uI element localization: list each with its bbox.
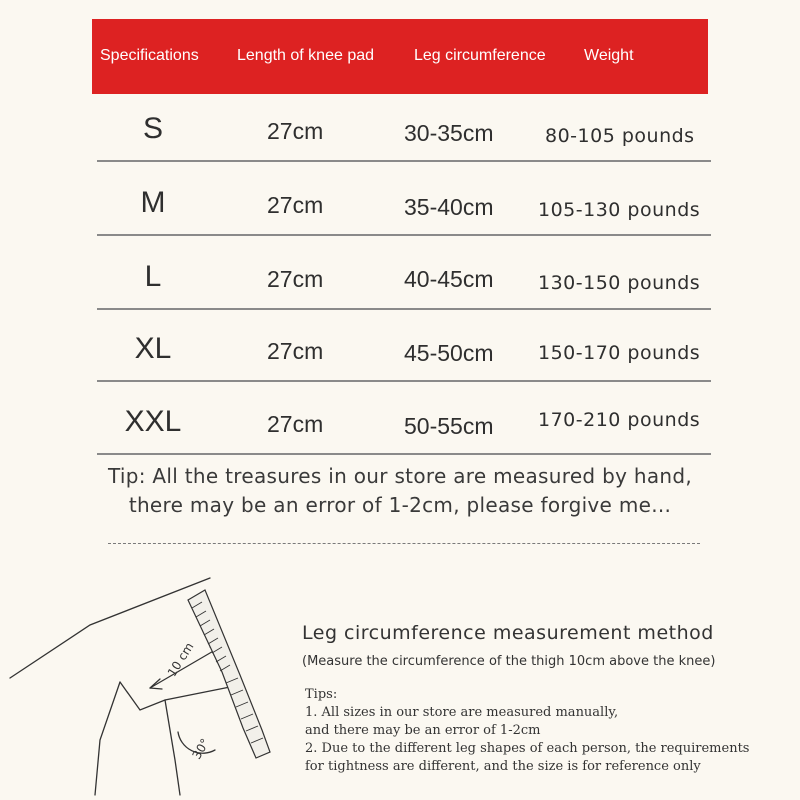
method-tips <box>305 686 749 776</box>
angle-label: 30° <box>189 736 213 762</box>
table-row <box>97 166 711 236</box>
length-cell: 27cm <box>267 266 324 292</box>
length-cell: 27cm <box>267 338 324 364</box>
shin-back-outline <box>165 700 180 795</box>
dashed-divider <box>108 543 700 544</box>
length-cell: 27cm <box>267 192 324 218</box>
method-title: Leg circumference measurement method <box>302 622 714 644</box>
circumference-cell: 30-35cm <box>404 120 494 146</box>
weight-cell: 170-210 pounds <box>538 409 701 431</box>
tips-line: for tightness are different, and the size is for reference only <box>305 759 701 774</box>
table-row <box>97 240 711 310</box>
row-divider <box>97 234 711 236</box>
row-divider <box>97 160 711 162</box>
row-divider <box>97 380 711 382</box>
method-subtitle: (Measure the circumference of the thigh 10cm above the knee) <box>302 654 716 669</box>
header-specifications: Specifications <box>100 47 199 64</box>
measurement-tip <box>90 462 710 520</box>
tips-line: 1. All sizes in our store are measured manually, <box>305 705 619 720</box>
tip-line: there may be an error of 1-2cm, please forgive me... <box>128 493 672 517</box>
header-weight: Weight <box>584 47 634 64</box>
weight-cell: 130-150 pounds <box>538 272 701 294</box>
circumference-cell: 35-40cm <box>404 194 494 220</box>
tip-line: Tip: All the treasures in our store are measured by hand, <box>107 464 693 488</box>
size-cell: XL <box>134 332 172 365</box>
size-cell: M <box>140 186 166 219</box>
table-row <box>97 385 711 455</box>
tips-heading: Tips: <box>305 687 338 702</box>
length-cell: 27cm <box>267 118 324 144</box>
header-length: Length of knee pad <box>237 47 375 64</box>
table-row <box>97 312 711 382</box>
size-cell: S <box>142 112 164 145</box>
circumference-cell: 45-50cm <box>404 340 494 366</box>
tips-line: 2. Due to the different leg shapes of each person, the requirements <box>305 741 750 756</box>
knee-measurement-diagram <box>0 560 300 800</box>
weight-cell: 150-170 pounds <box>538 342 701 364</box>
table-row <box>97 92 711 162</box>
row-divider <box>97 453 711 455</box>
measuring-tape <box>188 590 270 758</box>
distance-label: 10 cm <box>164 639 197 680</box>
length-cell: 27cm <box>267 411 324 437</box>
table-header <box>92 19 708 94</box>
row-divider <box>97 308 711 310</box>
size-cell: L <box>144 260 162 293</box>
weight-cell: 80-105 pounds <box>545 125 695 147</box>
shin-front-outline <box>95 682 120 795</box>
circumference-cell: 40-45cm <box>404 266 494 292</box>
tips-line: and there may be an error of 1-2cm <box>305 723 541 738</box>
size-cell: XXL <box>124 405 182 438</box>
header-circumference: Leg circumference <box>414 47 546 64</box>
knee-outline <box>120 682 240 710</box>
weight-cell: 105-130 pounds <box>538 199 701 221</box>
circumference-cell: 50-55cm <box>404 413 494 439</box>
